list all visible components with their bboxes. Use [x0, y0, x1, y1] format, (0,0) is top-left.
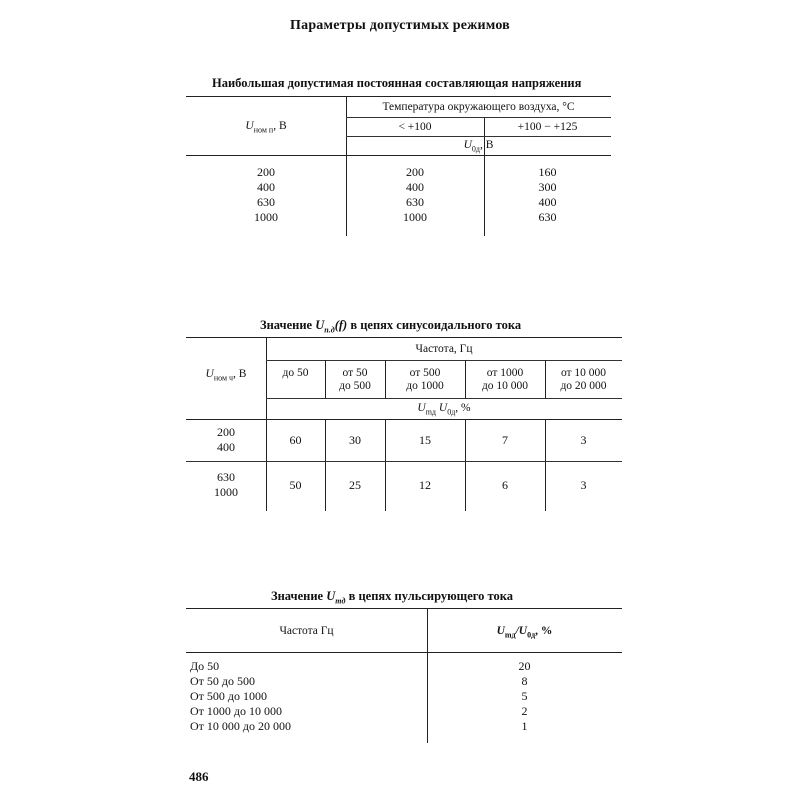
table-cell: 2	[521, 704, 528, 718]
table3-col1-header: Частота Гц	[279, 625, 334, 637]
table-cell: 20	[518, 659, 531, 673]
table3-top-rule	[186, 608, 622, 609]
table-cell: 400	[257, 180, 275, 194]
table1-group-header: Температура окружающего воздуха, °C	[382, 101, 575, 113]
table-cell: 12	[419, 478, 431, 492]
table-cell: 200	[217, 425, 235, 439]
table2-row1-voltages	[186, 425, 266, 455]
table2-row-header: $U_{ном ч}$, В	[205, 368, 247, 383]
table2-divider-b1	[325, 419, 326, 511]
table-cell: От 1000 до 10 000	[190, 704, 283, 718]
table-cell: 3	[580, 433, 587, 447]
table-cell: От 500 до 1000	[190, 689, 268, 703]
table-cell: 200	[406, 165, 424, 179]
table3-header-rule	[186, 652, 622, 653]
table1-caption: Наибольшая допустимая постоянная составляющая напряжения	[212, 76, 582, 90]
table2-row-rule	[186, 461, 622, 462]
table1-col-rule	[346, 136, 611, 137]
table-cell: 1000	[214, 485, 238, 499]
table-cell: 50	[289, 478, 302, 492]
table2-header-rule	[186, 419, 622, 420]
table3-col-frequency	[190, 659, 420, 734]
table-cell: 400	[538, 195, 557, 209]
table-cell: 160	[538, 165, 557, 179]
table2-sub-header: $U_{mд}$ $U_{0д}$, %	[417, 402, 471, 417]
table-cell: 1000	[403, 210, 427, 224]
table-cell: 400	[406, 180, 424, 194]
table1-col2-header: +100 − +125	[517, 121, 578, 133]
table-cell: 60	[289, 433, 302, 447]
table1-row-header: $U_{ном п}$, В	[245, 120, 287, 135]
page-number: 486	[189, 769, 209, 784]
table3-caption: Значение $U_{mд}$ в цепях пульсирующего тока	[271, 589, 513, 606]
table-cell: До 50	[190, 659, 220, 673]
table-cell: 630	[217, 470, 235, 484]
table3-col-ratio	[427, 659, 622, 734]
table-cell: От 50 до 500	[190, 674, 256, 688]
table1-group-rule	[346, 117, 611, 118]
table2-group-header: Частота, Гц	[415, 343, 473, 355]
table-cell: 300	[538, 180, 557, 194]
table-cell: 3	[580, 478, 587, 492]
table1-col1-header: < +100	[398, 121, 432, 133]
table-cell: 15	[419, 433, 431, 447]
table2-freq-header: от 1000 до 10 000	[481, 367, 529, 392]
table1-sub-header: $U_{0д}$, В	[463, 139, 494, 154]
table2-divider-b3	[465, 419, 466, 511]
table-cell: 5	[521, 689, 528, 703]
table2-freq-header: от 500 до 1000	[406, 367, 444, 392]
table2-freq-header: от 10 000 до 20 000	[560, 367, 607, 392]
table-cell: 1	[521, 719, 528, 733]
table2-group-rule	[266, 360, 622, 361]
table-cell: 6	[502, 478, 508, 492]
table-cell: 400	[217, 440, 235, 454]
table-cell: 8	[521, 674, 528, 688]
table1-top-rule	[186, 96, 611, 97]
table1-col-le100	[346, 165, 484, 225]
table-cell: 630	[257, 195, 275, 209]
table2-divider-b2	[385, 419, 386, 511]
table-cell: 25	[349, 478, 361, 492]
table2-freq-header: до 50	[282, 367, 309, 379]
table1-col-voltage	[186, 165, 346, 225]
table2-freq-header: от 50 до 500	[339, 367, 371, 392]
table2-top-rule	[186, 337, 622, 338]
table-cell: 30	[349, 433, 361, 447]
table-cell: 200	[257, 165, 275, 179]
table1-col-100-125	[484, 165, 611, 225]
page-title: Параметры допустимых режимов	[290, 18, 510, 33]
table2-row2-voltages	[186, 470, 266, 500]
table-cell: 1000	[254, 210, 278, 224]
table3-col2-header: $U_{mд}/U_{0д}$, %	[496, 625, 553, 640]
table-cell: 7	[502, 433, 508, 447]
table-cell: 630	[538, 210, 557, 224]
table-cell: От 10 000 до 20 000	[190, 719, 292, 733]
table-cell: 630	[406, 195, 424, 209]
table2-caption: Значение $U_{п.д}(f)$ в цепях синусоидального тока	[260, 318, 522, 335]
table2-col-rule	[266, 398, 622, 399]
table2-divider-b4	[545, 419, 546, 511]
